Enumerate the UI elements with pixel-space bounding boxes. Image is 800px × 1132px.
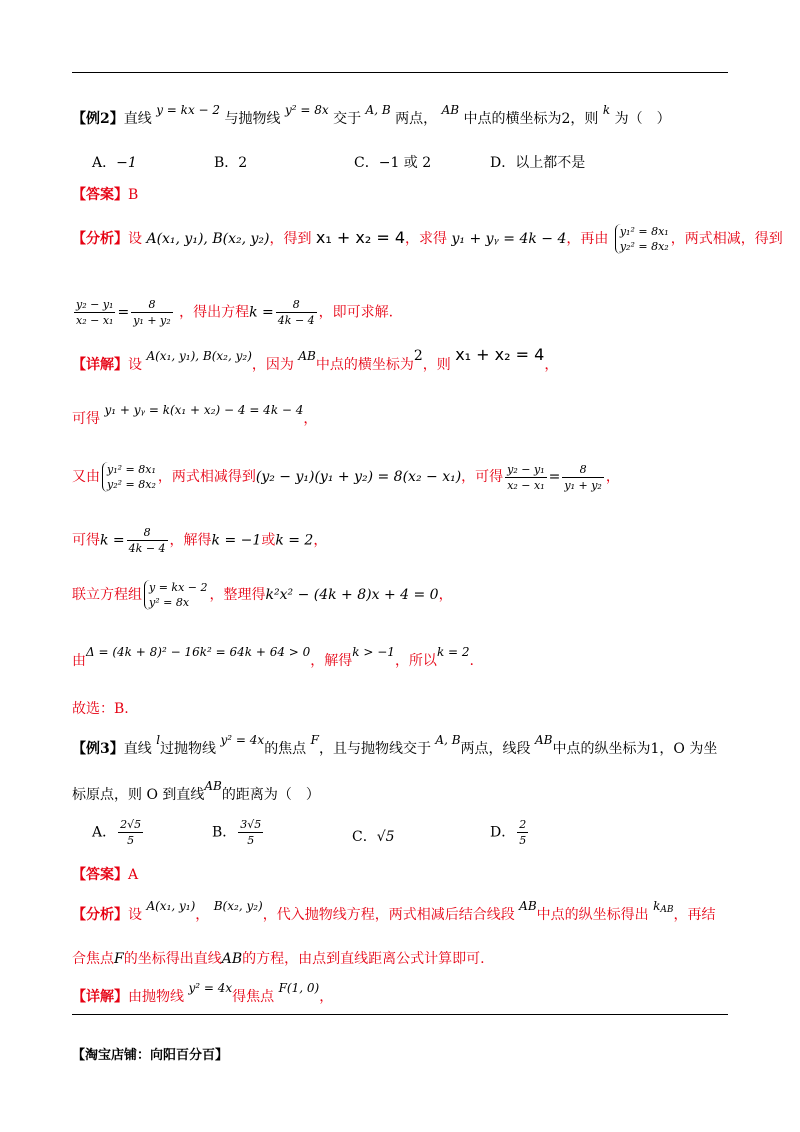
example3-label: 【例3】 (72, 741, 124, 757)
example2-conclusion: 故选：B. (72, 701, 129, 717)
example3-question-line2: 标原点，则 O 到直线AB的距离为（ ） (72, 779, 320, 803)
example2-question: 【例2】直线 y = kx − 2 与抛物线 y² = 8x 交于 A, B 两点， AB 中点的横坐标为2，则 k 为（ ） (72, 103, 671, 127)
example2-detail-line4: 可得k = $\frac{8}{4k - 4}$ ，解得k = −1或k = 2， (72, 526, 328, 555)
example2-answer: 【答案】B (72, 187, 139, 203)
fraction: $\frac{8}{4k - 4}$ (128, 526, 166, 555)
equation-system: y = kx − 2 y² = 8x (144, 580, 208, 610)
example2-detail-line3: 又由 y₁² = 8x₁ y₂² = 8x₂ ，两式相减得到(y₂ − y₁)(y₁ + y₂) = 8(x₂ − x₁)，可得 $\frac{\text{y₂ − y₁}}{\text{x₂ − x₁}}$ = $\frac{8}{\text{y₁ + y₂}}$ ， (72, 462, 620, 492)
fraction: $\frac{8}{\text{y₁ + y₂}}$ (133, 298, 171, 327)
example3-detail: 【详解】由抛物线 y² = 4x得焦点 F(1, 0)， (72, 981, 334, 1005)
example3-question-line1: 【例3】直线 l过抛物线 y² = 4x的焦点 F，且与抛物线交于 A, B两点，线段 AB中点的纵坐标为1，O 为坐 (72, 733, 718, 757)
fraction: $\frac{\text{y₂ − y₁}}{\text{x₂ − x₁}}$ (507, 462, 545, 492)
parabola-equation: y² = 8x (284, 103, 329, 117)
example3-analysis-line2: 合焦点F的坐标得出直线AB的方程，由点到直线距离公式计算即可. (72, 951, 485, 967)
example2-option-d: D．以上都不是 (490, 155, 586, 171)
header-rule (72, 72, 728, 73)
example2-analysis-cont: $\frac{\text{y₂ − y₁}}{\text{x₂ − x₁}}$ = $\frac{8}{\text{y₁ + y₂}}$ ，得出方程k = $\frac{8}{4k - 4}$ ，即可求解. (76, 298, 394, 327)
equation-system: y₁² = 8x₁ y₂² = 8x₂ (102, 462, 156, 492)
fraction: $\frac{8}{\text{y₁ + y₂}}$ (564, 462, 602, 492)
example2-detail-line5: 联立方程组 y = kx − 2 y² = 8x ，整理得k²x² − (4k + 8)x + 4 = 0， (72, 581, 453, 609)
example2-analysis: 【分析】设 A(x₁, y₁), B(x₂, y₂)，得到 x₁ + x₂ = 4，求得 y₁ + yᵧ = 4k − 4，再由 y₁² = 8x₁ y₂² = 8x₂ ，两式相减，得到 (72, 225, 783, 253)
example3-answer: 【答案】A (72, 867, 139, 883)
example3-option-d: D． $\frac{2}{5}$ (490, 818, 527, 847)
example3-option-c: C．√5 (352, 829, 395, 845)
footer-shop: 【淘宝店铺：向阳百分百】 (72, 1048, 229, 1063)
example2-option-c: C．−1 或 2 (354, 155, 432, 171)
line-equation: y = kx − 2 (156, 103, 221, 117)
fraction: $\frac{8}{4k - 4}$ (277, 298, 315, 327)
example2-detail-line1: 【详解】设 A(x₁, y₁), B(x₂, y₂)，因为 AB中点的横坐标为2，则 x₁ + x₂ = 4， (72, 345, 559, 373)
example2-label: 【例2】 (72, 111, 124, 127)
fraction: $\frac{\text{y₂ − y₁}}{\text{x₂ − x₁}}$ (76, 298, 114, 327)
equation-system: y₁² = 8x₁ y₂² = 8x₂ (615, 224, 669, 254)
example3-option-b: B． $\frac{3√5}{5}$ (212, 818, 262, 847)
example3-analysis-line1: 【分析】设 A(x₁, y₁)， B(x₂, y₂)，代入抛物线方程，两式相减后结合线段 AB中点的纵坐标得出 $k_{AB}$，再结 (72, 899, 716, 923)
example2-detail-line6: 由Δ = (4k + 8)² − 16k² = 64k + 64 > 0，解得k > −1，所以k = 2. (72, 645, 474, 669)
example2-option-a: A．−1 (92, 155, 137, 171)
example3-option-a: A． $\frac{2√5}{5}$ (92, 818, 142, 847)
example2-detail-line2: 可得 y₁ + yᵧ = k(x₁ + x₂) − 4 = 4k − 4， (72, 403, 318, 427)
example2-option-b: B．2 (214, 155, 248, 171)
footer-rule (72, 1014, 728, 1015)
